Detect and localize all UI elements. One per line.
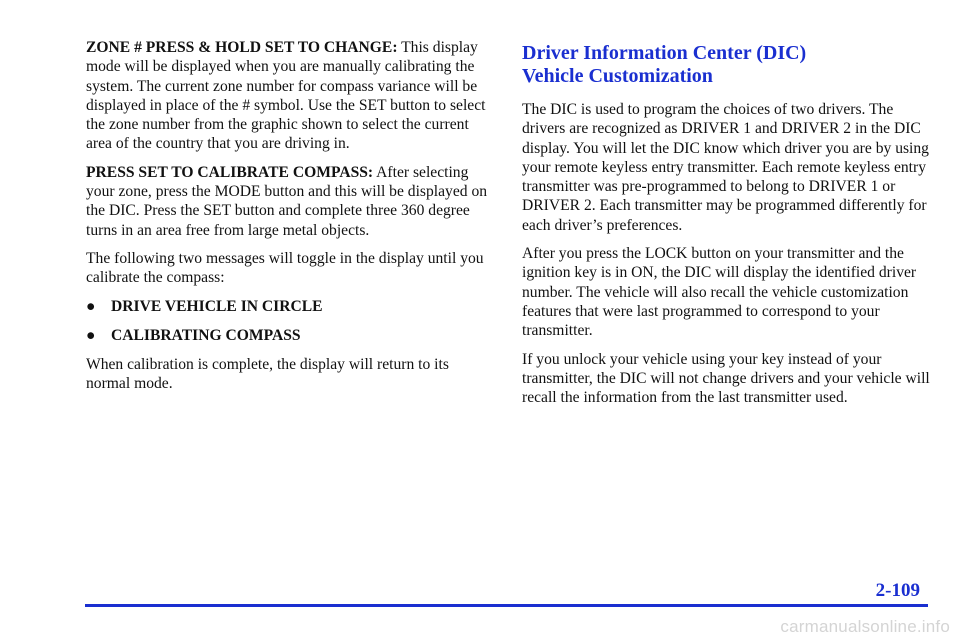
completion-paragraph: When calibration is complete, the display will return to its normal mode. xyxy=(86,356,449,393)
bullet-item xyxy=(86,297,492,316)
left-column xyxy=(86,38,492,403)
zone-lead: ZONE # PRESS & HOLD SET TO CHANGE: xyxy=(86,39,398,56)
calibrate-lead: PRESS SET TO CALIBRATE COMPASS: xyxy=(86,163,374,181)
right-column xyxy=(522,38,934,416)
heading-line-2: Vehicle Customization xyxy=(522,65,713,87)
page-number: 2-109 xyxy=(875,580,920,601)
bullet-icon: ● xyxy=(86,326,96,344)
bullet-text: DRIVE VEHICLE IN CIRCLE xyxy=(111,297,323,315)
zone-text: This display mode will be displayed when you are manually calibrating the system. The current zone number for compass variance will be displayed in place of the # symbol. Use the SET button to select the zone number from the graphic shown to select the current area of the country that you are driving in. xyxy=(86,39,486,153)
bullet-item xyxy=(86,326,492,345)
zone-paragraph xyxy=(86,38,492,154)
heading-line-1: Driver Information Center (DIC) xyxy=(522,42,807,64)
watermark: carmanualsonline.info xyxy=(780,617,950,636)
section-heading xyxy=(522,42,934,88)
lock-paragraph: After you press the LOCK button on your transmitter and the ignition key is in ON, the DIC will display the identified driver number. The vehicle will also recall the vehicle customization features that were last programmed to correspond to your transmitter. xyxy=(522,245,917,340)
calibrate-paragraph xyxy=(86,163,492,240)
footer-rule xyxy=(85,604,928,607)
bullet-icon: ● xyxy=(86,297,96,315)
calibrate-text: After selecting your zone, press the MODE button and this will be displayed on the DIC. Press the SET button and complete three 360 degree turns in an area free from large metal objects. xyxy=(86,163,488,239)
toggle-paragraph: The following two messages will toggle in the display until you calibrate the compass: xyxy=(86,249,484,287)
bullet-text: CALIBRATING COMPASS xyxy=(111,326,301,344)
dic-intro-paragraph: The DIC is used to program the choices of two drivers. The drivers are recognized as DRIVER 1 and DRIVER 2 in the DIC display. You will let the DIC know which driver you are by using your remote keyless entry transmitter. Each remote keyless entry transmitter was pre-programmed to belong to DRIVER 1 or DRIVER 2. Each transmitter may be programmed differently for each driver’s preferences. xyxy=(522,101,929,234)
unlock-paragraph: If you unlock your vehicle using your key instead of your transmitter, the DIC will not change drivers and your vehicle will recall the information from the last transmitter used. xyxy=(522,350,930,407)
